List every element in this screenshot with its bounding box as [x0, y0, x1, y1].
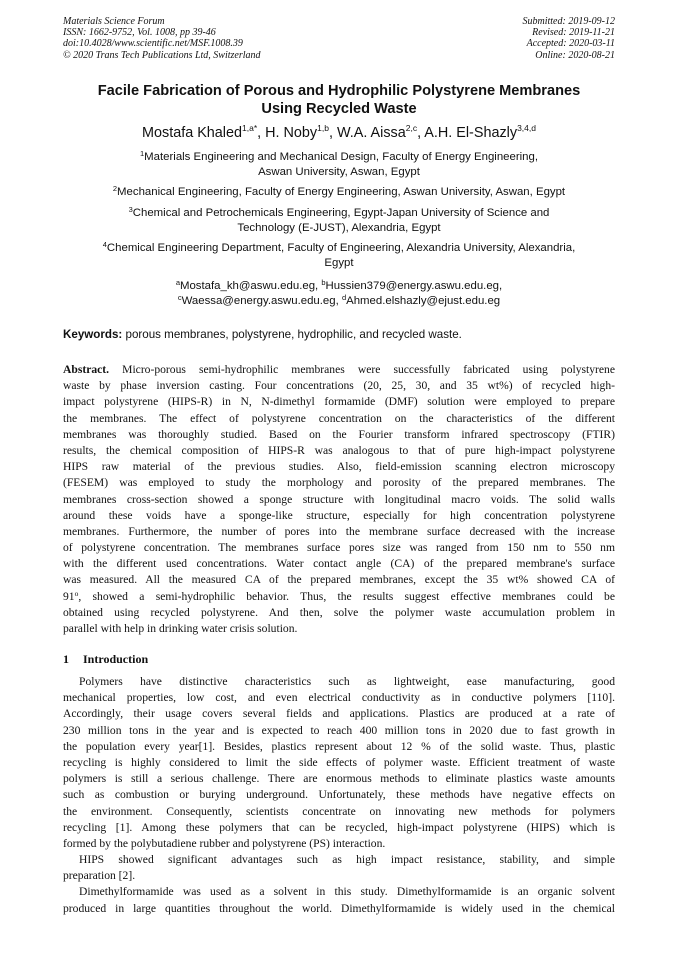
affiliation-sup: 1	[140, 149, 145, 158]
affiliation-4	[50, 241, 628, 270]
email-address[interactable]: Ahmed.elshazly@ejust.edu.eg	[346, 295, 501, 307]
paragraph-line: Accordingly, their usage covers several fields and applications. Plastics are produced at a rate of	[63, 707, 615, 721]
revised-date: Revised: 2019-11-21	[532, 27, 615, 39]
affiliation-line: Mechanical Engineering, Faculty of Energy Engineering, Aswan University, Aswan, Egypt	[117, 186, 566, 198]
keywords-label: Keywords:	[63, 328, 123, 341]
email-sup: c	[177, 293, 182, 302]
author-separator: ,	[257, 125, 266, 141]
author-separator: ,	[417, 125, 425, 141]
author-list	[40, 125, 638, 142]
abstract-line: parallel with help in drinking water crisis solution.	[63, 622, 298, 635]
author-name: A.H. El-Shazly	[424, 125, 518, 141]
abstract-line: with the different used concentrations. Water contact angle (CA) of the prepared membrane's surface	[63, 557, 615, 571]
degree-sup: o	[74, 588, 79, 598]
affiliation-line: Chemical and Petrochemicals Engineering, Egypt-Japan University of Science and	[132, 207, 550, 219]
paragraph-line: HIPS showed significant advantages such as high impact resistance, stability, and simple	[79, 853, 615, 867]
keywords-text: porous membranes, polystyrene, hydrophilic, and recycled waste.	[122, 328, 462, 341]
journal-header	[63, 16, 261, 61]
affiliation-sup: 4	[102, 240, 107, 249]
paragraph-line: formed by the polybutadiene rubber and polystyrene (PS) interaction.	[63, 836, 386, 850]
abstract	[63, 362, 615, 637]
online-date: Online: 2020-08-21	[535, 49, 615, 61]
affiliation-line: Chemical Engineering Department, Faculty of Engineering, Alexandria University, Alexandria,	[106, 242, 576, 254]
abstract-line: membranes was thoroughly studied. Based on the Fourier transform infrared spectroscopy (FTIR)	[63, 427, 615, 441]
abstract-line: , showed a semi-hydrophilic behavior. Thus, the results suggest effective membranes could be	[78, 589, 615, 603]
abstract-label: Abstract.	[63, 363, 110, 376]
abstract-line: membranes. Furthermore, the number of pores into the membrane surface decreased with the increase	[63, 524, 615, 538]
email-address[interactable]: Hussien379@energy.aswu.edu.eg,	[325, 280, 503, 292]
section-title: Introduction	[83, 652, 149, 666]
affiliation-line: Aswan University, Aswan, Egypt	[258, 165, 420, 178]
section-number: 1	[63, 652, 69, 666]
affiliation-2	[50, 185, 628, 200]
abstract-line: (FESEM) was employed to study the morphology and porosity of the prepared membranes. The	[63, 476, 615, 490]
paragraph-line: 230 million tons in the year and is expected to reach 400 million tons in 2020 due to fast growth in	[63, 723, 615, 737]
issn-volume: ISSN: 1662-9752, Vol. 1008, pp 39-46	[63, 27, 216, 39]
abstract-line: waste by phase inversion casting. Four concentrations (20, 25, 30, and 35 wt%) of recycled high-	[63, 379, 615, 393]
paragraph-line: preparation [2].	[63, 869, 136, 883]
paragraph-line: the environment. Consequently, scientists concentrate on innovating new methods for polymers	[63, 804, 615, 818]
email-address[interactable]: Mostafa_kh@aswu.edu.eg,	[179, 280, 322, 292]
copyright: © 2020 Trans Tech Publications Ltd, Switzerland	[63, 49, 261, 61]
abstract-line: Micro-porous semi-hydrophilic membranes were successfully fabricated using polystyrene	[109, 363, 615, 376]
affiliation-line: Egypt	[324, 256, 354, 269]
submitted-date: Submitted: 2019-09-12	[522, 16, 615, 27]
abstract-line: the membranes. The effect of polystyrene concentration on the characteristics of the different	[63, 411, 615, 425]
email-address[interactable]: Waessa@energy.aswu.edu.eg,	[181, 295, 342, 307]
dates-header	[523, 16, 616, 61]
introduction	[63, 674, 615, 917]
affiliation-1	[50, 150, 628, 179]
title-line: Using Recycled Waste	[261, 101, 417, 117]
abstract-line: impact polystyrene (HIPS-R) in N, N-dimethyl formamide (DMF) solution were employed to prepare	[63, 395, 615, 409]
paragraph-line: Dimethylformamide was used as a solvent in this study. Dimethylformamide is an organic solvent	[79, 885, 615, 899]
email-sup: b	[321, 278, 326, 287]
paragraph-line: recycling [1]. Among these polymers that can be recycled, high-impact polystyrene (HIPS) which is	[63, 820, 615, 834]
paragraph-line: mechanical properties, low cost, and even electrical conductivity as in conductive polymers [110].	[63, 691, 615, 705]
author-name: W.A. Aissa	[336, 125, 406, 141]
affiliation-line: Materials Engineering and Mechanical Design, Faculty of Energy Engineering,	[144, 151, 538, 163]
doi: doi:10.4028/www.scientific.net/MSF.1008.39	[63, 38, 243, 50]
paragraph-line: the population every year[1]. Besides, plastics represent about 12 % of the solid waste. Thus, plastic	[63, 739, 615, 753]
paragraph-line: such as combustion or burying underground. Unfortunately, these methods have negative effects on	[63, 788, 615, 802]
author-affil-sup: 2,c	[405, 123, 418, 133]
paragraph-line: polymers is still a serious challenge. There are enormous methods to eliminate plastics waste amounts	[63, 772, 615, 786]
abstract-line: membranes cross-section showed a sponge structure with longitudinal macro voids. The solid walls	[63, 492, 615, 506]
section-heading	[63, 652, 148, 666]
abstract-line: obtained using recycled polystyrene. And then, solve the polymer waste accumulation problem in	[63, 605, 615, 619]
title-line: Facile Fabrication of Porous and Hydrophilic Polystyrene Membranes	[97, 83, 581, 99]
author-name: H. Noby	[265, 125, 318, 141]
abstract-line: results, the chemical composition of HIPS-R was analogous to that of pure high-impact polystyrene	[63, 443, 615, 457]
journal-name: Materials Science Forum	[63, 16, 165, 27]
author-name: Mostafa Khaled	[142, 125, 243, 141]
accepted-date: Accepted: 2020-03-11	[526, 38, 615, 50]
author-affil-sup: 1,b	[317, 123, 329, 133]
author-affil-sup: 3,4,d	[517, 123, 536, 133]
email-sup: a	[175, 278, 180, 287]
abstract-line: was measured. All the measured CA of the prepared membranes, except the 35 wt% showed CA of	[63, 573, 615, 587]
paper-title	[40, 82, 638, 118]
abstract-line: of polystyrene concentration. The membranes surface pores size was ranged from 150 nm to 550 nm	[63, 541, 615, 555]
paragraph-line: produced in large quantities throughout the world. Dimethylformamide is widely used in the chemical	[63, 901, 615, 915]
affiliation-sup: 3	[128, 205, 133, 214]
author-affil-sup: 1,a*	[242, 123, 258, 133]
abstract-line: 91	[63, 589, 75, 603]
keywords	[63, 328, 623, 342]
paragraph-line: Polymers have distinctive characteristics such as lightweight, ease manufacturing, good	[79, 675, 615, 688]
author-separator: ,	[328, 125, 337, 141]
affiliation-3	[50, 206, 628, 235]
affiliation-sup: 2	[112, 184, 118, 193]
paragraph-line: recycling is highly considered to limit the side effects of polymer waste. Efficient treatment of waste	[63, 755, 615, 769]
abstract-line: around these voids have a sponge-like structure, especially for high concentration polystyrene	[63, 508, 615, 522]
affiliation-line: Technology (E-JUST), Alexandria, Egypt	[237, 221, 441, 234]
abstract-line: HIPS raw material of the previous studies. Also, field-emission scanning electron microscopy	[63, 460, 615, 474]
email-list	[50, 279, 628, 309]
email-sup: d	[341, 293, 347, 302]
